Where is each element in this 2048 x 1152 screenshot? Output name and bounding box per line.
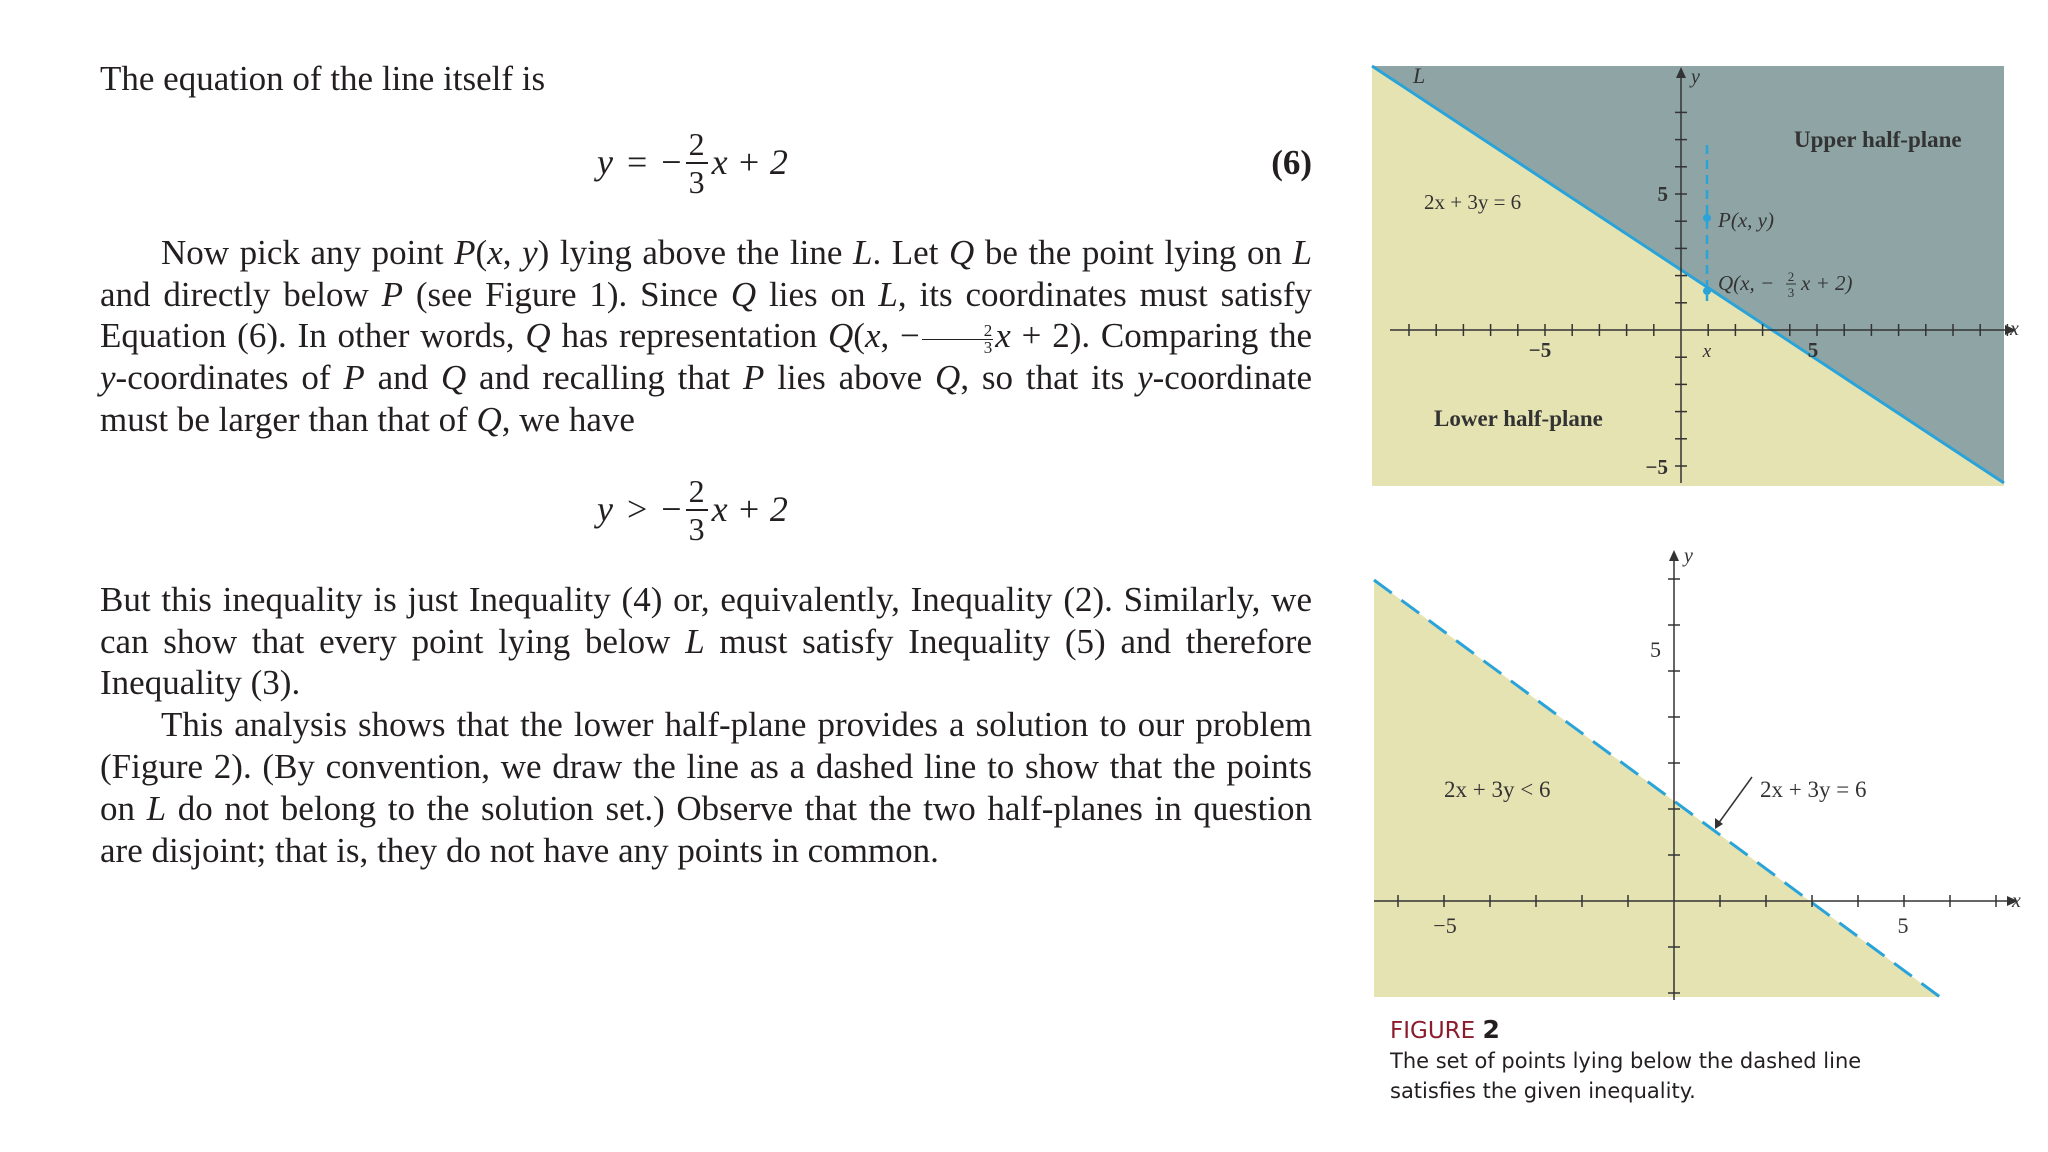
tick-label-x-pos: 5: [1807, 338, 1819, 362]
ineq-frac-num: 2: [686, 473, 708, 511]
eq6-sign: −: [661, 141, 682, 182]
svg-text:x + 2): x + 2): [1801, 271, 1853, 295]
figure-2-svg: [1370, 540, 2030, 1010]
equation-6-body: [597, 108, 788, 218]
ineq-fraction: [686, 473, 708, 547]
tick-label-y-pos: 5: [1657, 182, 1668, 206]
point-q: [1703, 287, 1711, 295]
tick-x-label: x: [1702, 341, 1712, 362]
region-label: 2x + 3y < 6: [1444, 777, 1551, 802]
tick-label-x-pos: 5: [1897, 913, 1909, 938]
figure-caption: [1390, 1015, 1910, 1106]
line-label-L: L: [1413, 63, 1426, 88]
line-label-pointer: [1718, 777, 1752, 824]
y-axis-label: y: [1691, 66, 1700, 88]
lower-half-plane-label: Lower half-plane: [1434, 406, 1603, 431]
point-p: [1703, 214, 1711, 222]
eq6-tail: x + 2: [711, 141, 788, 182]
tick-label-x-neg: −5: [1528, 338, 1552, 362]
eq6-frac-num: 2: [686, 126, 708, 164]
eq6-fraction: [686, 126, 708, 200]
y-axis-arrow: [1669, 550, 1679, 561]
line-label: 2x + 3y = 6: [1760, 777, 1867, 802]
svg-text:Q(x, −: Q(x, −: [1718, 271, 1775, 295]
x-axis-label: x: [2010, 318, 2019, 340]
caption-heading: [1390, 1015, 1910, 1046]
inequality: [100, 455, 1312, 565]
paragraph-inequality: But this inequality is just Inequality (4) or, equivalently, Inequality (2). Similarly, we can show that every point lying below L must satisfy Inequality (5) and therefore Inequality (3).: [100, 579, 1312, 703]
paragraph-analysis: This analysis shows that the lower half-plane provides a solution to our problem (Figure 2). (By convention, we draw the line as a dashed line to show that the points on L do not belong to the solution set.) Observe that the two half-planes in question are disjoint; that is, they do not have any points in common.: [100, 705, 1313, 870]
eq6-lhs: y: [597, 141, 613, 182]
y-axis-label: y: [1684, 545, 1693, 567]
x-axis-label: x: [2012, 890, 2021, 912]
svg-text:2: 2: [1787, 269, 1795, 284]
figure-1: [1370, 63, 2030, 495]
intro-sentence: The equation of the line itself is: [100, 59, 546, 98]
eq6-rel: =: [626, 141, 648, 182]
ineq-sign: −: [661, 488, 682, 529]
inline-fraction: $\frac{2}{3}$: [922, 323, 994, 356]
caption-label: FIGURE: [1390, 1018, 1476, 1044]
figure-2: [1370, 540, 2030, 1010]
tick-label-x-neg: −5: [1433, 913, 1457, 938]
eq6-frac-den: 3: [688, 163, 705, 200]
tick-label-y-neg: −5: [1645, 455, 1668, 479]
inequality-body: [597, 455, 788, 565]
ineq-frac-den: 3: [688, 510, 705, 547]
ineq-tail: x + 2: [711, 488, 788, 529]
equation-label: 2x + 3y = 6: [1424, 190, 1522, 214]
svg-text:3: 3: [1787, 285, 1795, 300]
text-column: [100, 58, 1312, 871]
caption-text: The set of points lying below the dashed line satisfies the given inequality.: [1390, 1049, 1862, 1103]
caption-number: 2: [1482, 1015, 1500, 1044]
tick-label-y-pos: 5: [1650, 637, 1661, 662]
paragraph-point-p: Now pick any point P(x, y) lying above the line L. Let Q be the point lying on L and directly below P (see Figure 1). Since Q lies on L, its coordinates must satisfy Equation (6). In other words, Q has representation Q(x, − $\frac{2}{3}$ x + 2). Comparing the y-coordinates of P and Q and recalling that P lies above Q, so that its y-coordinate must be larger than that of Q, we have: [100, 232, 1313, 439]
point-p-label: P(x, y): [1718, 208, 1774, 232]
upper-half-plane-label: Upper half-plane: [1794, 127, 1962, 152]
equation-6: [100, 108, 1312, 218]
ineq-rel: >: [626, 488, 648, 529]
equation-number: (6): [1271, 142, 1312, 182]
figure-1-svg: [1370, 63, 2030, 495]
ineq-lhs: y: [597, 488, 613, 529]
